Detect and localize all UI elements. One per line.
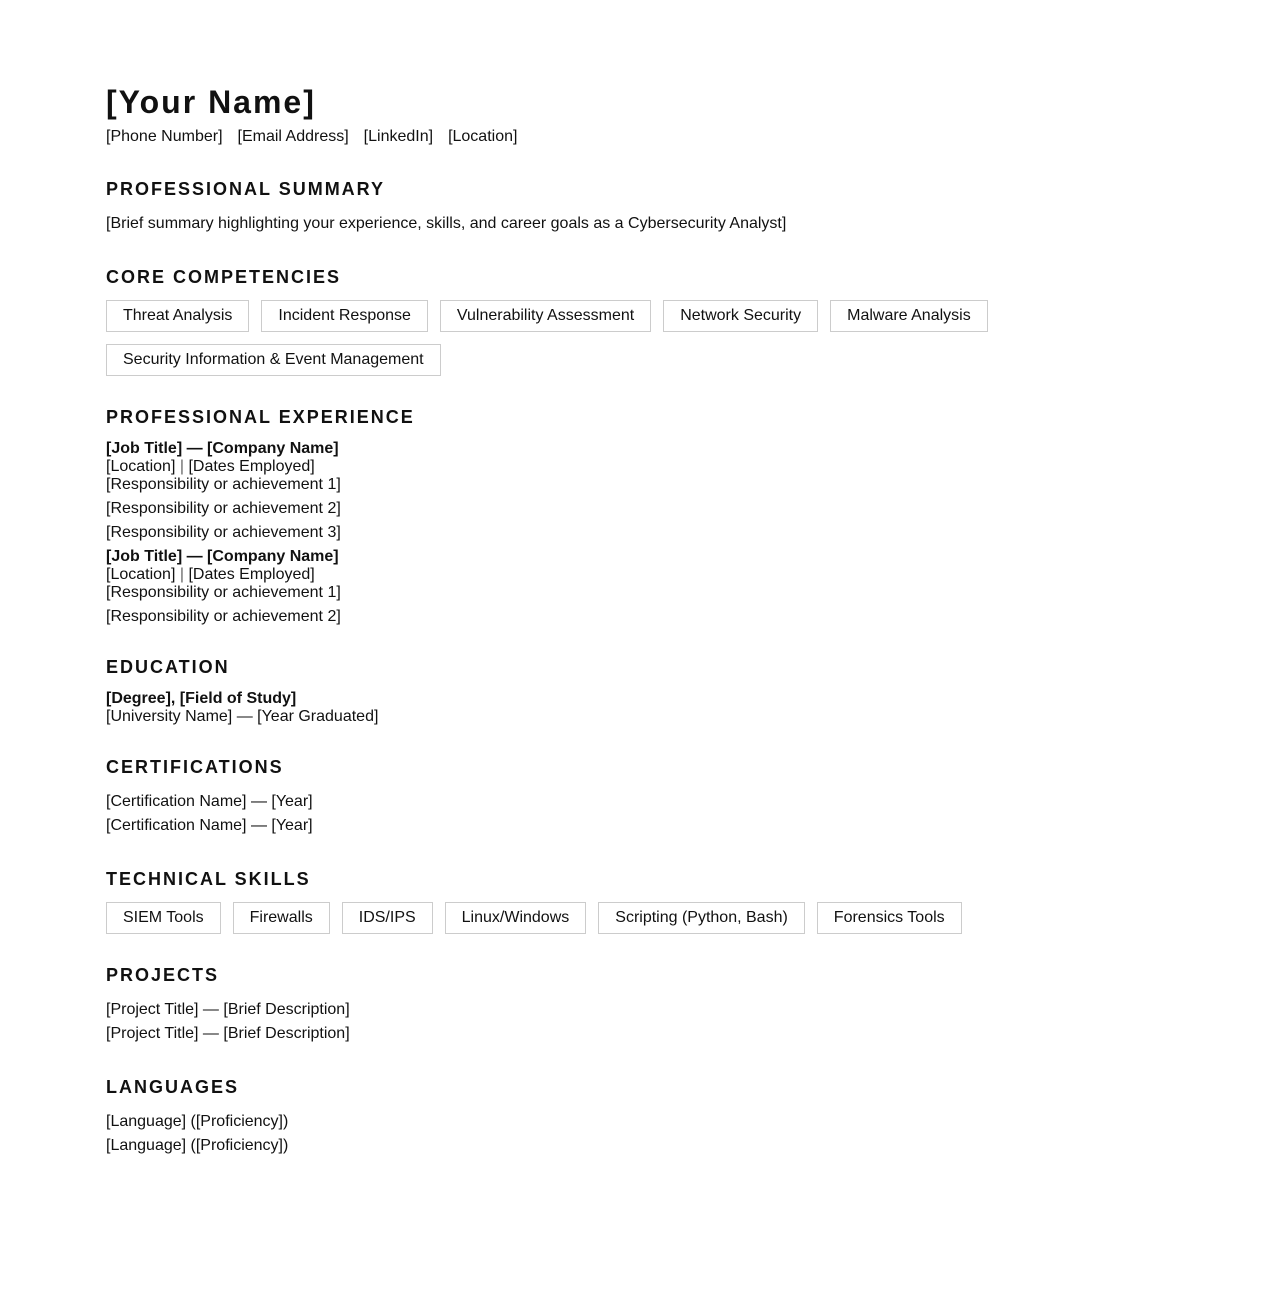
job-title: [Job Title] — [Company Name] xyxy=(106,548,339,565)
email: [Email Address] xyxy=(237,128,349,145)
competency-tags xyxy=(106,300,1172,376)
certifications-section xyxy=(106,756,1172,838)
project: [Project Title] — [Brief Description] xyxy=(106,1025,350,1042)
job-title: [Job Title] — [Company Name] xyxy=(106,440,339,457)
job-location: [Location] xyxy=(106,566,176,583)
job-entry xyxy=(106,548,1172,626)
summary-text: [Brief summary highlighting your experience, skills, and career goals as a Cybersecurity Analyst] xyxy=(106,215,787,232)
languages-section xyxy=(106,1076,1172,1158)
phone: [Phone Number] xyxy=(106,128,223,145)
section-heading: LANGUAGES xyxy=(106,1077,240,1097)
section-heading: CORE COMPETENCIES xyxy=(106,267,342,287)
competency-tag: Vulnerability Assessment xyxy=(440,300,651,332)
skill-tag: Forensics Tools xyxy=(817,902,962,934)
school: [University Name] — [Year Graduated] xyxy=(106,708,379,725)
contact-info xyxy=(106,128,1172,146)
skill-tag: Linux/Windows xyxy=(445,902,587,934)
linkedin: [LinkedIn] xyxy=(363,128,434,145)
resume xyxy=(106,83,1172,1158)
certification: [Certification Name] — [Year] xyxy=(106,793,313,810)
responsibility: [Responsibility or achievement 1] xyxy=(106,476,341,493)
language: [Language] ([Proficiency]) xyxy=(106,1137,289,1154)
separator: | xyxy=(179,566,184,583)
responsibility: [Responsibility or achievement 1] xyxy=(106,584,341,601)
project: [Project Title] — [Brief Description] xyxy=(106,1001,350,1018)
skill-tag: Scripting (Python, Bash) xyxy=(598,902,805,934)
section-heading: CERTIFICATIONS xyxy=(106,757,284,777)
competencies-section xyxy=(106,266,1172,376)
certification: [Certification Name] — [Year] xyxy=(106,817,313,834)
job-dates: [Dates Employed] xyxy=(188,566,315,583)
section-heading: PROJECTS xyxy=(106,965,220,985)
competency-tag: Malware Analysis xyxy=(830,300,988,332)
skill-tag: Firewalls xyxy=(233,902,330,934)
degree: [Degree], [Field of Study] xyxy=(106,690,297,707)
responsibility: [Responsibility or achievement 3] xyxy=(106,524,341,541)
skills-section xyxy=(106,868,1172,934)
projects-section xyxy=(106,964,1172,1046)
job-dates: [Dates Employed] xyxy=(188,458,315,475)
section-heading: TECHNICAL SKILLS xyxy=(106,869,311,889)
competency-tag: Incident Response xyxy=(261,300,428,332)
language: [Language] ([Proficiency]) xyxy=(106,1113,289,1130)
skill-tag: IDS/IPS xyxy=(342,902,433,934)
competency-tag: Security Information & Event Management xyxy=(106,344,441,376)
job-location: [Location] xyxy=(106,458,176,475)
candidate-name: [Your Name] xyxy=(106,84,316,120)
responsibility: [Responsibility or achievement 2] xyxy=(106,608,341,625)
job-meta xyxy=(106,458,1172,476)
competency-tag: Threat Analysis xyxy=(106,300,249,332)
skill-tags xyxy=(106,902,1172,934)
summary-section xyxy=(106,178,1172,236)
location: [Location] xyxy=(448,128,518,145)
responsibility: [Responsibility or achievement 2] xyxy=(106,500,341,517)
section-heading: EDUCATION xyxy=(106,657,230,677)
job-entry xyxy=(106,440,1172,542)
skill-tag: SIEM Tools xyxy=(106,902,221,934)
experience-section xyxy=(106,406,1172,626)
separator: | xyxy=(179,458,184,475)
section-heading: PROFESSIONAL SUMMARY xyxy=(106,179,386,199)
section-heading: PROFESSIONAL EXPERIENCE xyxy=(106,407,415,427)
competency-tag: Network Security xyxy=(663,300,818,332)
education-section xyxy=(106,656,1172,726)
job-meta xyxy=(106,566,1172,584)
